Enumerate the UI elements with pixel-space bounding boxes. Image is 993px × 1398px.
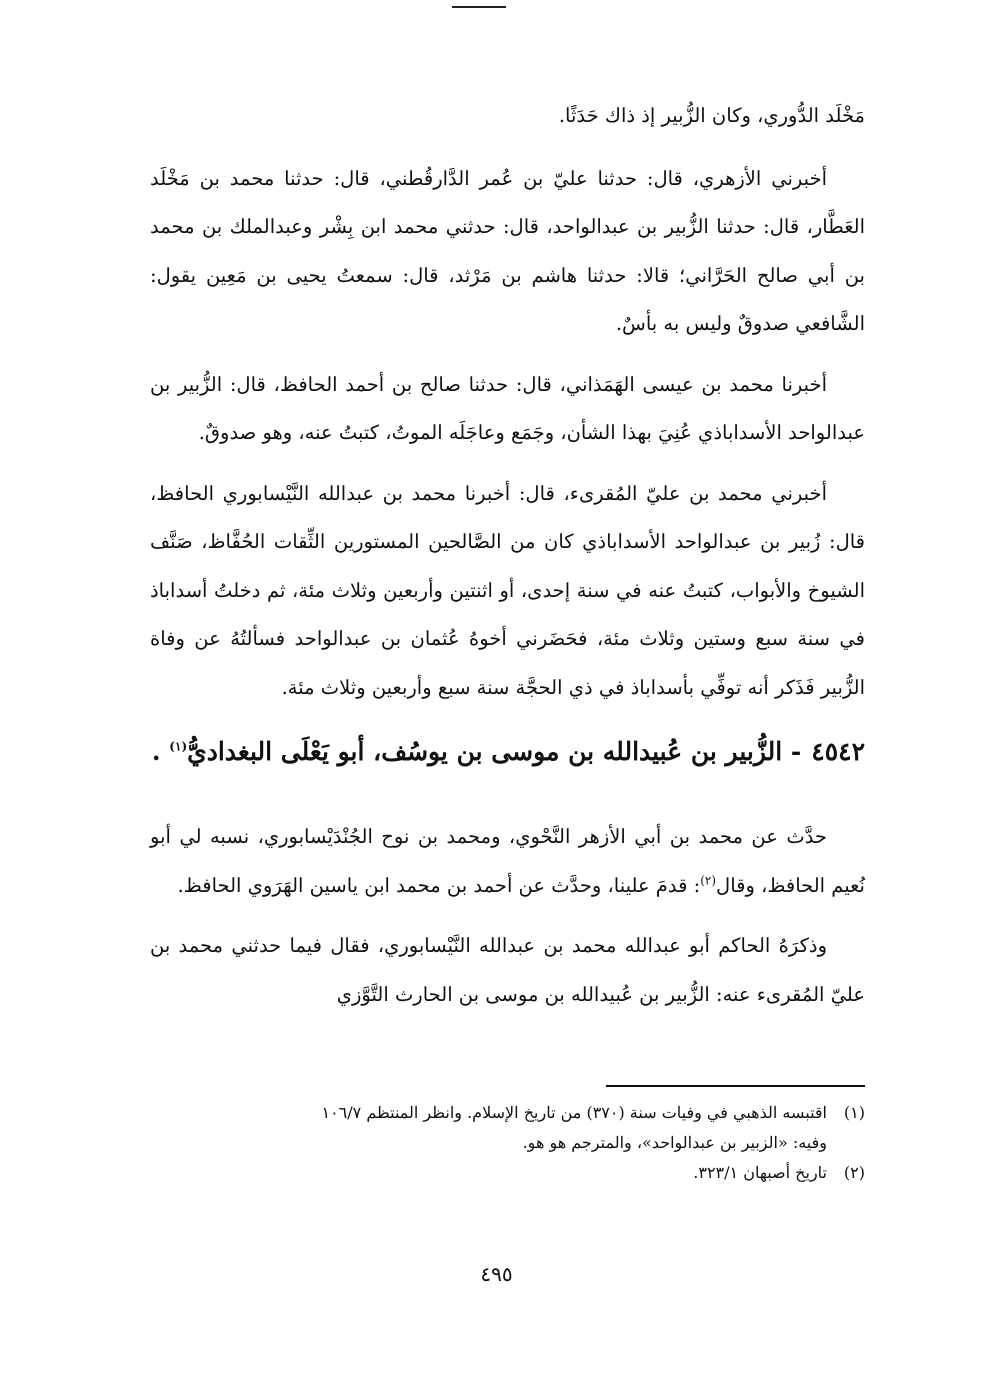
footnote-1-continuation: وفيه: «الزبير بن عبدالواحد»، والمترجم هو هو.	[522, 1133, 827, 1152]
paragraph-bio-1	[150, 813, 865, 910]
footnote-2-text: تاريخ أصبهان ٣٢٣/١.	[693, 1163, 827, 1182]
page-number: ٤٩٥	[480, 1262, 513, 1286]
footnote-ref-2: (٢)	[700, 873, 717, 887]
bio-text-b: : قدمَ علينا، وحدَّث عن أحمد بن محمد ابن ياسين الهَرَوي الحافظ.	[177, 873, 701, 897]
footnote-1-number: (١)	[843, 1103, 865, 1122]
top-rule	[452, 6, 506, 8]
footnote-1	[150, 1098, 865, 1128]
footnote-ref-1: (١)	[169, 739, 188, 754]
paragraph-hamadhani: أخبرنا محمد بن عيسى الهَمَذاني، قال: حدثنا صالح بن أحمد الحافظ، قال: الزُّبير بن عبدالواحد الأسداباذي عُنِيَ بهذا الشأن، وجَمَع وعاجَلَه الموتُ، كتبتُ عنه، وهو صدوقٌ.	[150, 372, 865, 444]
paragraph-continuation: مَخْلَد الدُّوري، وكان الزُّبير إذ ذاك حَدَثًا.	[558, 104, 865, 127]
paragraph-azhari: أخبرني الأزهري، قال: حدثنا عليّ بن عُمر الدَّارقُطني، قال: حدثنا محمد بن مَخْلَد العَطَّار، قال: حدثنا الزُّبير بن عبدالواحد، قال: حدثني محمد ابن بِشْر وعبدالملك بن محمد بن أبي صالح الحَرَّاني؛ قالا: حدثنا هاشم بن مَرْثد، قال: سمعتُ يحيى بن مَعِين يقول: الشَّافعي صدوقٌ وليس به بأسٌ.	[150, 166, 865, 335]
paragraph-bio-2: وذكرَهُ الحاكم أبو عبدالله محمد بن عبدالله النَّيْسابوري، فقال فيما حدثني محمد بن عليّ المُقرىء عنه: الزُّبير بن عُبيدالله بن موسى بن الحارث التَّوَّزي	[150, 934, 865, 1006]
footnote-2-number: (٢)	[843, 1163, 865, 1182]
bio-text-a: حدَّث عن محمد بن أبي الأزهر النَّحْوي، ومحمد بن نوح الجُنْدَيْسابوري، نسبه لي أبو نُعيم الحافظ، وقال	[150, 825, 865, 897]
footnote-divider	[606, 1085, 865, 1087]
entry-number: ٤٥٤٢	[811, 737, 865, 766]
paragraph-muqri: أخبرني محمد بن عليّ المُقرىء، قال: أخبرنا محمد بن عبدالله النَّيْسابوري الحافظ، قال: زُبير بن عبدالواحد الأسداباذي كان من الصَّالحين المستورين الثِّقات الحُفَّاظ، صَنَّف الشيوخ والأبواب، كتبتُ عنه في سنة إحدى، أو اثنتين وأربعين وثلاث مئة، ثم دخلتُ أسداباذ في سنة سبع وستين وثلاث مئة، فحَضَرني أخوهُ عُثمان بن عبدالواحد فسألتُهُ عن وفاة الزُّبير فَذَكر أنه توفِّي بأسداباذ في ذي الحجَّة سنة سبع وأربعين وثلاث مئة.	[150, 481, 865, 699]
entry-title: - الزُّبير بن عُبيدالله بن موسى بن يوسُف، أبو يَعْلَى البغداديُّ	[187, 737, 802, 766]
footnote-1-text: اقتبسه الذهبي في وفيات سنة (٣٧٠) من تاريخ الإسلام. وانظر المنتظم ١٠٦/٧	[321, 1103, 827, 1122]
footnotes	[150, 1098, 865, 1188]
footnote-2	[150, 1158, 865, 1188]
main-text	[150, 92, 865, 1031]
entry-title-end: .	[151, 737, 161, 766]
entry-heading	[150, 724, 865, 779]
